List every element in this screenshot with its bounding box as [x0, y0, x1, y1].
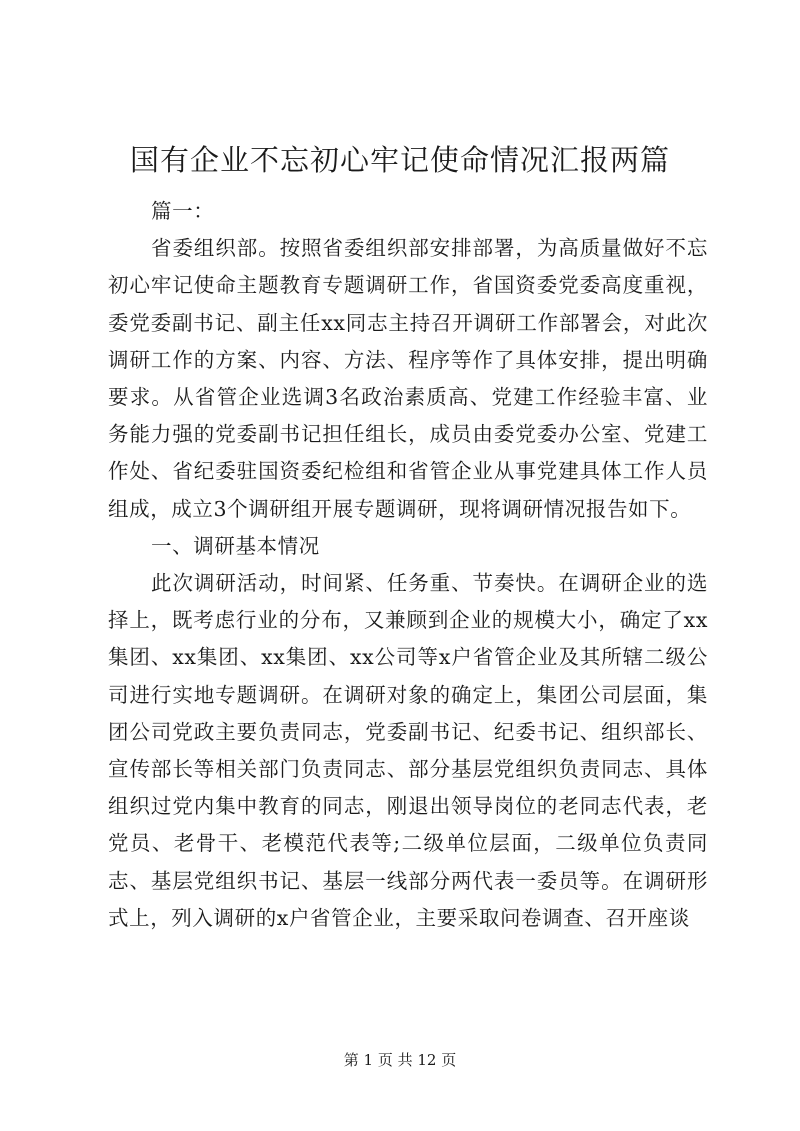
document-body	[108, 193, 708, 937]
body-paragraph: 省委组织部。按照省委组织部安排部署，为高质量做好不忘初心牢记使命主题教育专题调研工作，省国资委党委高度重视，委党委副书记、副主任xx同志主持召开调研工作部署会，对此次调研工作的方案、内容、方法、程序等作了具体安排，提出明确要求。从省管企业选调3名政治素质高、党建工作经验丰富、业务能力强的党委副书记担任组长，成员由委党委办公室、党建工作处、省纪委驻国资委纪检组和省管企业从事党建具体工作人员组成，成立3个调研组开展专题调研，现将调研情况报告如下。	[108, 236, 708, 521]
document-title: 国有企业不忘初心牢记使命情况汇报两篇	[129, 143, 670, 177]
section-label: 篇一：	[151, 199, 215, 223]
page-number-footer: 第 1 页 共 12 页	[343, 1051, 457, 1069]
section-heading: 一、调研基本情况	[151, 533, 320, 558]
body-paragraph: 此次调研活动，时间紧、任务重、节奏快。在调研企业的选择上，既考虑行业的分布，又兼顾到企业的规模大小，确定了xx集团、xx集团、xx集团、xx公司等x户省管企业及其所辖二级公司进行实地专题调研。在调研对象的确定上，集团公司层面，集团公司党政主要负责同志，党委副书记、纪委书记、组织部长、宣传部长等相关部门负责同志、部分基层党组织负责同志、具体组织过党内集中教育的同志，刚退出领导岗位的老同志代表，老党员、老骨干、老模范代表等;二级单位层面，二级单位负责同志、基层党组织书记、基层一线部分两代表一委员等。在调研形式上，列入调研的x户省管企业，主要采取问卷调查、召开座谈	[108, 571, 708, 930]
